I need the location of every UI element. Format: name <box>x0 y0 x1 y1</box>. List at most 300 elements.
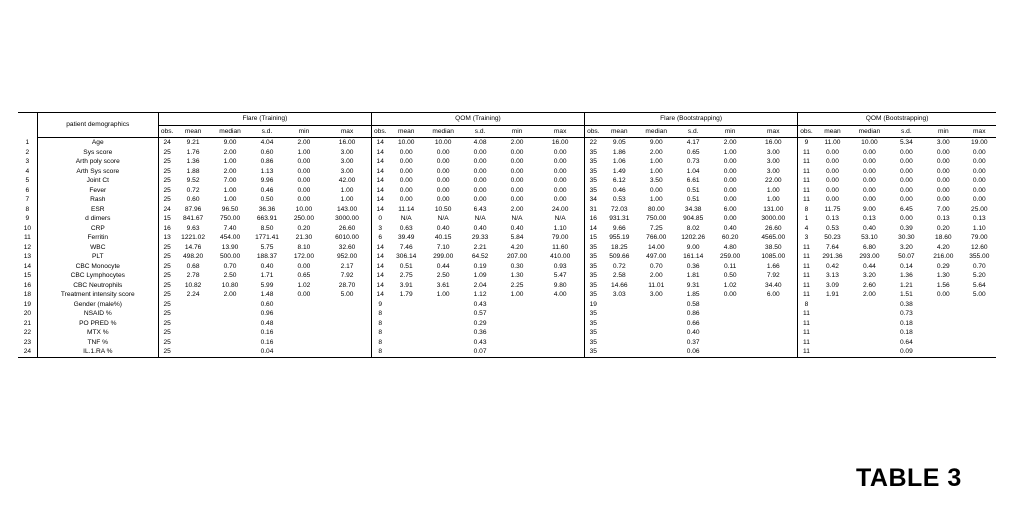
table-cell: 11 <box>803 319 810 327</box>
table-cell: 1.48 <box>260 291 274 298</box>
table-cell: 8 <box>378 329 383 336</box>
table-cell <box>963 347 996 357</box>
table-cell: 15 <box>589 234 597 241</box>
table-cell <box>637 328 676 338</box>
table-cell: 7.40 <box>223 224 237 232</box>
table-cell: 1.21 <box>899 281 913 289</box>
table-cell: 0.36 <box>686 262 700 270</box>
table-cell: 1.86 <box>612 148 626 156</box>
row-number: 5 <box>18 176 37 186</box>
table-cell: 0.00 <box>510 186 524 194</box>
table-cell: 60.20 <box>721 234 739 241</box>
table-row <box>18 176 996 186</box>
row-label: CBC Lymphocytes <box>37 271 158 281</box>
row-number: 20 <box>18 309 37 319</box>
table-cell: 16 <box>589 215 597 222</box>
table-cell: 3.50 <box>649 177 663 184</box>
table-cell: 8.02 <box>686 224 700 232</box>
table-cell: 0.40 <box>436 224 450 232</box>
table-row <box>18 167 996 177</box>
column-header: mean <box>602 126 637 138</box>
table-cell <box>536 338 584 348</box>
table-cell: 7.92 <box>323 271 371 281</box>
table-cell: 1.02 <box>723 281 737 289</box>
table-cell: 0.40 <box>686 329 700 336</box>
table-cell: 0.16 <box>260 329 274 336</box>
row-label: IL.1.RA % <box>37 347 158 357</box>
table-cell: 1.00 <box>649 196 663 203</box>
table-cell: 6.80 <box>862 243 876 251</box>
table-cell: 1.00 <box>323 195 371 205</box>
table-cell: 0.00 <box>473 196 487 203</box>
table-cell: 0.39 <box>899 224 913 232</box>
table-cell: 2.25 <box>510 281 524 289</box>
table-cell: 0.40 <box>862 224 876 232</box>
table-cell <box>602 338 637 348</box>
table-cell <box>175 328 210 338</box>
table-cell: 14 <box>376 139 384 146</box>
column-header: s.d. <box>676 126 711 138</box>
table-cell: 0.00 <box>972 158 986 165</box>
table-cell: 8 <box>378 338 383 346</box>
table-cell: 18.25 <box>611 243 628 251</box>
table-cell: 0.00 <box>936 291 950 298</box>
table-cell: 1.36 <box>899 272 913 279</box>
table-cell: 0.13 <box>972 215 986 222</box>
table-cell: 35 <box>589 310 597 317</box>
table-cell: 0.13 <box>862 215 876 222</box>
table-cell: 1.00 <box>223 158 237 165</box>
group-header-row <box>18 113 996 126</box>
table-cell: 9.05 <box>612 139 626 146</box>
table-cell <box>323 300 371 310</box>
row-number: 7 <box>18 195 37 205</box>
table-cell <box>749 319 797 329</box>
table-cell: 0.00 <box>399 177 413 184</box>
table-cell: 0.00 <box>899 167 913 175</box>
table-cell: 0.00 <box>826 158 839 165</box>
row-number: 6 <box>18 186 37 196</box>
table-cell: 0.00 <box>936 167 950 175</box>
table-cell <box>711 319 750 329</box>
table-cell <box>389 309 424 319</box>
table-cell: 35 <box>589 262 597 270</box>
table-cell: 25 <box>163 243 171 251</box>
table-cell <box>211 347 250 357</box>
table-cell <box>711 300 750 310</box>
table-cell: 53.10 <box>861 234 878 241</box>
table-cell: 0.51 <box>686 196 700 203</box>
table-cell: 16.00 <box>749 138 797 148</box>
table-cell: 2.00 <box>297 139 311 146</box>
table-cell <box>175 338 210 348</box>
table-cell: 0.00 <box>536 195 584 205</box>
column-header: obs. <box>585 126 602 138</box>
table-cell: 2.00 <box>510 139 524 146</box>
table-cell: 0.00 <box>436 148 450 156</box>
table-cell: 9.00 <box>649 139 663 146</box>
table-cell: 16.00 <box>536 138 584 148</box>
table-cell: 87.96 <box>184 205 202 213</box>
table-cell <box>749 309 797 319</box>
table-cell: 0.00 <box>723 215 737 222</box>
table-cell: 1.09 <box>473 272 487 279</box>
table-cell: 0.00 <box>936 158 950 165</box>
table-row <box>18 195 996 205</box>
table-cell <box>285 328 324 338</box>
table-cell: 25 <box>163 338 171 346</box>
table-cell: 34 <box>589 196 597 203</box>
table-cell <box>963 338 996 348</box>
table-row <box>18 138 996 148</box>
table-cell: 18.60 <box>935 234 952 241</box>
table-cell: 0.00 <box>826 196 839 203</box>
row-number: 22 <box>18 328 37 338</box>
group-header: Flare (Bootstrapping) <box>585 113 798 126</box>
table-cell <box>211 328 250 338</box>
table-cell: 306.14 <box>396 253 417 260</box>
table-cell <box>536 300 584 310</box>
row-number: 18 <box>18 290 37 300</box>
table-row <box>18 148 996 158</box>
table-cell: 497.00 <box>646 253 667 260</box>
table-cell: 0.00 <box>297 158 311 165</box>
table-cell: 14 <box>376 196 384 203</box>
table-row <box>18 338 996 348</box>
table-cell: 0.40 <box>473 224 487 232</box>
table-cell: 0.00 <box>399 196 413 203</box>
table-cell <box>424 319 463 329</box>
column-header: max <box>323 126 371 138</box>
table-cell: 1.71 <box>260 272 274 279</box>
subheader-row <box>18 126 996 138</box>
table-cell <box>637 319 676 329</box>
table-cell: 0.00 <box>297 167 311 175</box>
table-cell <box>963 319 996 329</box>
row-label: d dimers <box>37 214 158 224</box>
table-cell: 7.00 <box>936 205 950 213</box>
table-cell: 0.40 <box>510 224 524 232</box>
table-cell: 2.00 <box>223 148 237 156</box>
table-cell: 0.00 <box>473 158 487 165</box>
table-cell: 0.00 <box>899 196 913 203</box>
table-cell: 1.13 <box>260 167 274 175</box>
table-cell: 0.73 <box>899 310 913 317</box>
row-number-header <box>18 113 37 138</box>
table-cell: 0.00 <box>536 157 584 167</box>
table-cell: 0.00 <box>436 186 450 194</box>
table-cell: 0.46 <box>612 186 626 194</box>
table-cell <box>602 309 637 319</box>
table-cell: 0.14 <box>899 262 913 270</box>
table-cell: 750.00 <box>646 215 667 222</box>
table-row <box>18 309 996 319</box>
table-cell: 35 <box>589 177 597 184</box>
row-number: 21 <box>18 319 37 329</box>
row-label: MTX % <box>37 328 158 338</box>
table-cell: 2.58 <box>612 272 626 279</box>
table-cell: 0.00 <box>972 186 986 194</box>
table-cell: 0.00 <box>510 148 524 156</box>
table-row <box>18 214 996 224</box>
table-cell: 35 <box>589 148 597 156</box>
table-cell: 11.00 <box>824 139 841 146</box>
table-cell <box>424 300 463 310</box>
table-cell: 1.00 <box>510 291 524 298</box>
table-cell: 0.00 <box>826 167 839 175</box>
row-number: 14 <box>18 262 37 272</box>
table-cell: 0.30 <box>510 262 524 270</box>
table-cell <box>175 347 210 357</box>
patient-demographics-table <box>18 112 996 358</box>
table-cell: 14 <box>376 262 384 270</box>
table-cell: 4.08 <box>473 139 487 146</box>
table-cell: 0.00 <box>936 148 950 156</box>
table-cell: 0.53 <box>826 224 839 232</box>
table-cell: 3.00 <box>936 139 950 146</box>
table-cell: 19.00 <box>971 139 988 146</box>
table-cell <box>815 319 850 329</box>
table-cell: 0.00 <box>473 148 487 156</box>
table-cell: N/A <box>400 215 412 222</box>
table-cell <box>815 309 850 319</box>
row-label: TNF % <box>37 338 158 348</box>
table-cell: N/A <box>536 214 584 224</box>
table-cell: 188.37 <box>256 253 278 260</box>
row-label: Treatment intensity score <box>37 290 158 300</box>
table-cell: 0.00 <box>723 177 737 184</box>
table-cell: 0.00 <box>297 262 311 270</box>
table-cell: 3.13 <box>826 272 839 279</box>
table-cell: 12.60 <box>971 243 988 251</box>
table-cell: 1.00 <box>436 291 450 298</box>
table-cell: 2.21 <box>473 243 487 251</box>
column-header: median <box>850 126 889 138</box>
table-cell: 25 <box>163 148 171 156</box>
row-number: 2 <box>18 148 37 158</box>
table-cell <box>211 319 250 329</box>
table-cell: 4.20 <box>936 243 950 251</box>
table-cell: 0.00 <box>862 196 876 203</box>
table-cell: 7.92 <box>749 271 797 281</box>
table-cell: 2.60 <box>862 281 876 289</box>
table-cell: 0.38 <box>899 300 913 308</box>
table-cell: 5.00 <box>323 290 371 300</box>
table-cell <box>389 338 424 348</box>
table-cell: 14 <box>589 224 597 232</box>
table-cell: 0.63 <box>399 224 413 232</box>
table-cell <box>498 338 537 348</box>
table-cell: 0.42 <box>826 262 839 270</box>
table-cell: 0.60 <box>260 148 274 156</box>
table-cell: 355.00 <box>969 253 990 260</box>
table-cell <box>850 309 889 319</box>
table-cell: 14 <box>376 148 384 156</box>
table-row <box>18 328 996 338</box>
table-body <box>18 138 996 358</box>
table-cell: 0.40 <box>260 262 274 270</box>
table-cell: 0.57 <box>473 310 487 317</box>
table-cell: 14.00 <box>647 243 665 251</box>
table-cell: 10.80 <box>221 281 239 289</box>
table-cell: 0.11 <box>723 262 737 270</box>
table-cell: 2.00 <box>223 167 237 175</box>
row-label: CBC Monocyte <box>37 262 158 272</box>
table-cell: 25 <box>163 177 171 184</box>
table-cell: 0.00 <box>972 167 986 175</box>
column-header: median <box>637 126 676 138</box>
table-cell: 13 <box>163 234 171 241</box>
row-label: Ferritin <box>37 233 158 243</box>
table-cell: 0.00 <box>862 186 876 194</box>
table-cell: 3.03 <box>612 291 626 298</box>
table-cell: 4 <box>804 224 809 232</box>
table-cell: 11 <box>803 291 810 298</box>
table-cell <box>924 347 963 357</box>
table-row <box>18 157 996 167</box>
table-cell <box>211 309 250 319</box>
table-cell: 1 <box>804 215 809 222</box>
table-cell: 1.00 <box>223 196 237 203</box>
table-cell: 5.34 <box>899 139 913 146</box>
table-cell: 2.75 <box>399 272 413 279</box>
table-cell <box>175 300 210 310</box>
table-cell: 1.76 <box>186 148 200 156</box>
table-cell <box>536 347 584 357</box>
table-cell: 0.37 <box>686 338 700 346</box>
table-cell: 11.14 <box>398 205 415 213</box>
table-cell: 11 <box>803 243 810 251</box>
table-cell <box>850 319 889 329</box>
table-cell: 2.24 <box>186 291 200 298</box>
table-cell: 0.73 <box>686 158 700 165</box>
table-cell: 750.00 <box>219 215 241 222</box>
table-cell: 79.00 <box>536 233 584 243</box>
table-cell: 0.20 <box>297 224 311 232</box>
table-cell: 0.00 <box>972 148 986 156</box>
row-label: WBC <box>37 243 158 253</box>
table-row <box>18 281 996 291</box>
table-cell: 10.00 <box>295 205 313 213</box>
table-cell: 841.67 <box>183 215 204 222</box>
table-cell: 14 <box>376 158 384 165</box>
table-cell: 5.00 <box>972 291 986 298</box>
table-cell: 40.15 <box>434 234 452 241</box>
table-cell: 25 <box>163 167 171 175</box>
table-cell: 14.76 <box>184 243 202 251</box>
table-cell: 0.00 <box>297 186 311 194</box>
table-cell: 931.31 <box>609 215 630 222</box>
table-cell: 11 <box>803 262 810 270</box>
table-cell: 14.66 <box>611 281 628 289</box>
table-cell <box>815 347 850 357</box>
table-cell: 0.00 <box>436 167 450 175</box>
table-cell: 1221.02 <box>181 234 206 241</box>
row-number: 8 <box>18 205 37 215</box>
table-cell: 0.65 <box>297 272 311 279</box>
table-cell: 1.00 <box>297 148 311 156</box>
column-header: obs. <box>158 126 175 138</box>
table-cell: 0.00 <box>723 167 737 175</box>
column-header: median <box>424 126 463 138</box>
table-cell: 0.00 <box>297 196 311 203</box>
table-cell: 9.00 <box>862 205 876 213</box>
table-cell: 25 <box>163 262 171 270</box>
table-row <box>18 205 996 215</box>
table-cell: 10.50 <box>434 205 452 213</box>
table-cell: 3 <box>804 234 809 241</box>
table-cell: 14 <box>376 281 384 289</box>
row-label: Age <box>37 138 158 148</box>
table-cell: 6.00 <box>749 290 797 300</box>
column-header: min <box>924 126 963 138</box>
table-cell: 14 <box>376 243 384 251</box>
table-cell <box>963 309 996 319</box>
table-cell: 22 <box>589 139 597 146</box>
table-cell: 0.86 <box>260 158 274 165</box>
table-cell: 509.66 <box>609 253 630 260</box>
table-cell: 16 <box>163 224 171 232</box>
table-cell: 1.85 <box>686 291 700 298</box>
table-cell: 25 <box>163 186 171 194</box>
table-cell: 161.14 <box>683 253 704 260</box>
table-cell: 293.00 <box>859 253 880 260</box>
table-cell: 11 <box>803 310 810 317</box>
table-cell: 0.00 <box>536 167 584 177</box>
table-cell: 9.66 <box>612 224 626 232</box>
table-cell: 0.18 <box>899 329 913 336</box>
table-cell: 14 <box>376 205 384 213</box>
table-cell: 10.00 <box>434 139 452 146</box>
table-cell: 4565.00 <box>749 233 797 243</box>
table-cell: 11 <box>803 281 810 289</box>
table-cell <box>323 347 371 357</box>
table-cell <box>536 319 584 329</box>
table-cell: 38.50 <box>749 243 797 253</box>
table-cell: 2.04 <box>473 281 487 289</box>
table-cell: 2.00 <box>862 291 876 298</box>
table-cell: 0.00 <box>899 186 913 194</box>
table-cell: 25 <box>163 310 171 317</box>
table-cell: 35 <box>589 158 597 165</box>
table-cell: 21.30 <box>295 234 313 241</box>
table-cell <box>175 319 210 329</box>
table-cell: 0.00 <box>723 291 737 298</box>
table-cell: 0.00 <box>936 196 950 203</box>
group-header: Flare (Training) <box>158 113 371 126</box>
table-cell: 0.04 <box>249 347 284 357</box>
table-cell: 4.80 <box>723 243 737 251</box>
table-cell: 8 <box>371 347 388 357</box>
table-cell: 11 <box>803 167 810 175</box>
table-cell: 3.00 <box>749 148 797 158</box>
table-cell: 1.66 <box>749 262 797 272</box>
table-cell: 9 <box>804 139 809 146</box>
table-cell: 3 <box>378 224 383 232</box>
table-cell <box>711 338 750 348</box>
table-row <box>18 252 996 262</box>
table-cell: 19 <box>589 300 597 308</box>
table-cell <box>602 328 637 338</box>
table-cell: 9.96 <box>260 177 274 184</box>
table-cell <box>637 300 676 310</box>
table-cell <box>924 300 963 310</box>
table-cell: 0.00 <box>297 177 311 184</box>
table-cell: 0.70 <box>649 262 663 270</box>
table-cell: 3.00 <box>323 148 371 158</box>
table-cell: 216.00 <box>933 253 954 260</box>
table-cell: 0.18 <box>899 319 913 327</box>
